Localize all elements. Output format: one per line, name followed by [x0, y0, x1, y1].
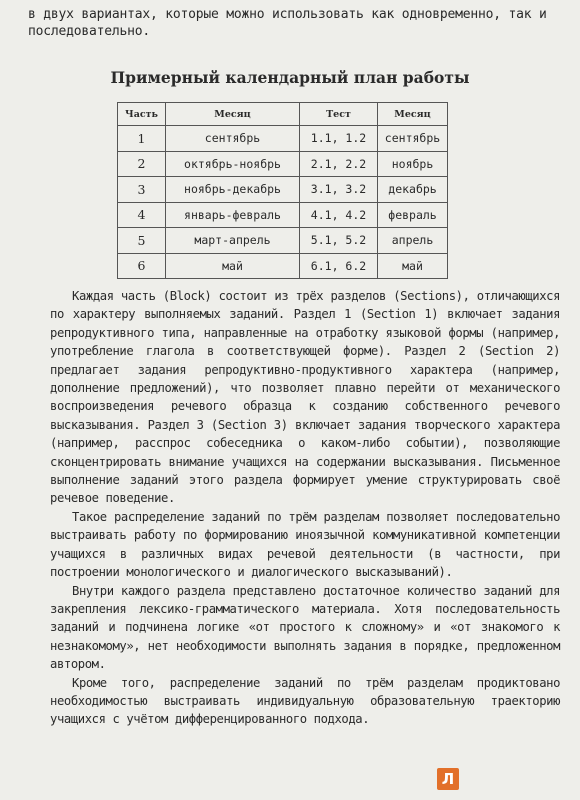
- cell-test: 5.1, 5.2: [300, 228, 378, 254]
- cell-test-month: декабрь: [378, 177, 448, 203]
- paragraph-blocks: Каждая часть (Block) состоит из трёх разделов (Sections), отличающихся по характеру выполняемых заданий. Раздел 1 (Section 1) включает задания репродуктивного типа, направленные на отработку языковой формы (например, употребление глагола в соответствующей форме). Раздел 2 (Section 2) предлагает задания репродуктивно-продуктивного характера (например, дополнение предложений), что позволяет плавно перейти от механического воспроизведения речевого образца к созданию собственного речевого высказывания. Раздел 3 (Section 3) включает задания творческого характера (например, расспрос собеседника о каком-либо событии), позволяющие сконцентрировать внимание учащихся на содержании высказывания. Письменное выполнение заданий этого раздела формирует умение структурировать своё речевое поведение.: [50, 289, 560, 506]
- cell-test: 1.1, 1.2: [300, 126, 378, 152]
- body-text: [50, 287, 560, 729]
- cell-month: ноябрь-декабрь: [166, 177, 300, 203]
- paragraph-distribution: Такое распределение заданий по трём разделам позволяет последовательно выстраивать работу по формированию иноязычной коммуникативной компетенции учащихся в различных видах речевой деятельности (в частности, при построении монологического и диалогического высказываний).: [50, 509, 560, 580]
- paragraph-inside-section: Внутри каждого раздела представлено достаточное количество заданий для закрепления лексико-грамматического материала. Хотя последовательность заданий и подчинена логике «от простого к сложному» и «от знакомого к незнакомому», нет необходимости выполнять задания в порядке, предложенном автором.: [50, 583, 560, 672]
- cell-test-month: сентябрь: [378, 126, 448, 152]
- paragraph-individual: Кроме того, распределение заданий по трём разделам продиктовано необходимостью выстраивать индивидуальную образовательную траекторию учащихся с учётом дифференцированного подхода.: [50, 675, 560, 727]
- header-part: Часть: [118, 103, 166, 126]
- table-row: [118, 151, 448, 177]
- table-row: [118, 253, 448, 279]
- cell-month: сентябрь: [166, 126, 300, 152]
- header-month: Месяц: [166, 103, 300, 126]
- table-row: [118, 126, 448, 152]
- cell-test-month: ноябрь: [378, 151, 448, 177]
- table-row: [118, 202, 448, 228]
- cell-test: 2.1, 2.2: [300, 151, 378, 177]
- cell-test-month: февраль: [378, 202, 448, 228]
- table-row: [118, 177, 448, 203]
- cell-part: 2: [118, 151, 166, 177]
- calendar-plan-table: [117, 102, 448, 279]
- cell-month: октябрь-ноябрь: [166, 151, 300, 177]
- cell-part: 3: [118, 177, 166, 203]
- cell-test-month: апрель: [378, 228, 448, 254]
- cell-month: январь-февраль: [166, 202, 300, 228]
- cell-test: 6.1, 6.2: [300, 253, 378, 279]
- table-title: Примерный календарный план работы: [110, 68, 470, 87]
- table-row: [118, 228, 448, 254]
- cell-test-month: май: [378, 253, 448, 279]
- table-header-row: [118, 103, 448, 126]
- intro-paragraph: в двух вариантах, которые можно использовать как одновременно, так и последовательно.: [28, 7, 547, 39]
- cell-part: 6: [118, 253, 166, 279]
- cell-month: май: [166, 253, 300, 279]
- header-test: Тест: [300, 103, 378, 126]
- cell-part: 5: [118, 228, 166, 254]
- cell-part: 4: [118, 202, 166, 228]
- cell-month: март-апрель: [166, 228, 300, 254]
- header-test-month: Месяц: [378, 103, 448, 126]
- publisher-logo-icon: Л: [437, 768, 459, 790]
- cell-test: 4.1, 4.2: [300, 202, 378, 228]
- cell-part: 1: [118, 126, 166, 152]
- cell-test: 3.1, 3.2: [300, 177, 378, 203]
